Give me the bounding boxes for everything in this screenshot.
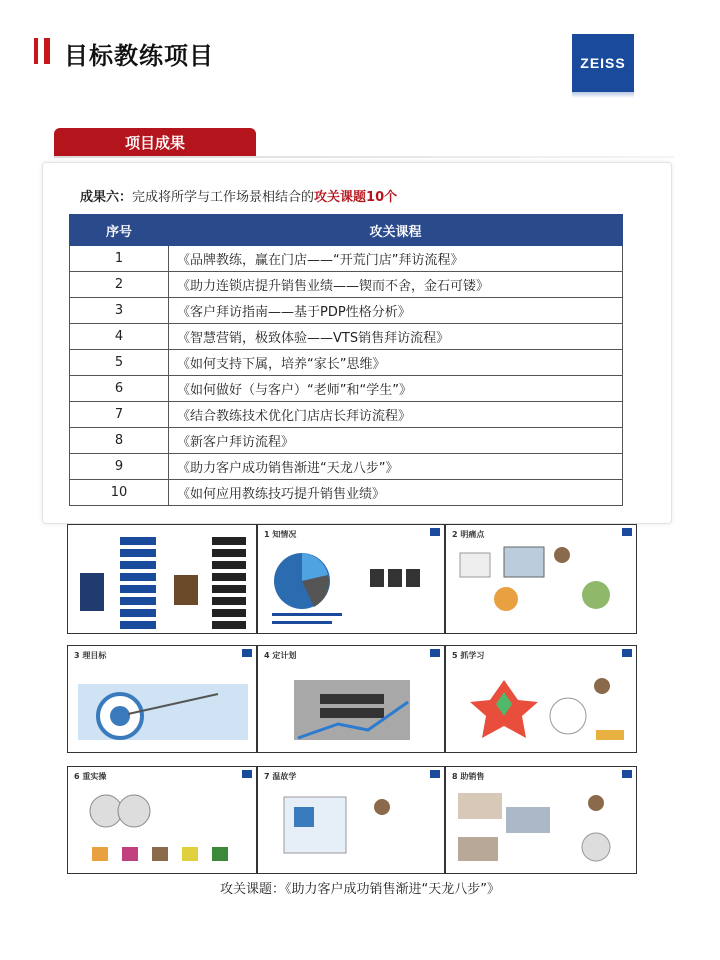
zeiss-mini-logo xyxy=(242,649,252,657)
slide-header: 3 理目标 xyxy=(74,651,107,660)
row-course: 《新客户拜访流程》 xyxy=(169,428,623,454)
header-index: 序号 xyxy=(70,215,169,246)
table-row xyxy=(70,298,623,324)
practice-illustration xyxy=(68,767,256,873)
header-course: 攻关课程 xyxy=(169,215,623,246)
zeiss-mini-logo xyxy=(430,649,440,657)
zeiss-mini-logo xyxy=(622,770,632,778)
slide-header: 7 温故学 xyxy=(264,772,297,781)
table-row xyxy=(70,272,623,298)
pain-point-illustration xyxy=(446,525,636,633)
row-course: 《如何应用教练技巧提升销售业绩》 xyxy=(169,480,623,506)
zeiss-logo: ZEISS xyxy=(572,34,634,92)
table-row xyxy=(70,350,623,376)
row-course: 《如何支持下属，培养“家长”思维》 xyxy=(169,350,623,376)
row-index: 1 xyxy=(70,246,169,272)
row-index: 2 xyxy=(70,272,169,298)
review-illustration xyxy=(258,767,444,873)
row-course: 《助力客户成功销售渐进“天龙八步”》 xyxy=(169,454,623,480)
slide-thumbnail[interactable] xyxy=(445,524,637,634)
row-index: 10 xyxy=(70,480,169,506)
result-prefix: 成果六： xyxy=(80,190,133,205)
table-row xyxy=(70,454,623,480)
result-highlight: 攻关课题10个 xyxy=(314,190,398,205)
row-index: 8 xyxy=(70,428,169,454)
slide-header: 5 抓学习 xyxy=(452,651,485,660)
slide-thumbnail[interactable] xyxy=(445,645,637,753)
title-accent-bar-2 xyxy=(44,38,50,64)
eight-steps-diagram xyxy=(68,525,256,633)
slide-thumbnail[interactable] xyxy=(67,766,257,874)
zeiss-mini-logo xyxy=(242,770,252,778)
slide-thumbnail[interactable] xyxy=(445,766,637,874)
courses-table xyxy=(69,214,623,506)
zeiss-mini-logo xyxy=(622,649,632,657)
slide-thumbnail[interactable] xyxy=(67,645,257,753)
slide-header: 4 定计划 xyxy=(264,651,297,660)
slide-header: 8 助销售 xyxy=(452,772,485,781)
row-index: 4 xyxy=(70,324,169,350)
row-course: 《结合教练技术优化门店店长拜访流程》 xyxy=(169,402,623,428)
row-index: 5 xyxy=(70,350,169,376)
result-text: 完成将所学与工作场景相结合的 xyxy=(132,190,315,205)
row-course: 《助力连锁店提升销售业绩——锲而不舍，金石可镂》 xyxy=(169,272,623,298)
table-row xyxy=(70,402,623,428)
table-row xyxy=(70,246,623,272)
row-index: 3 xyxy=(70,298,169,324)
row-course: 《客户拜访指南——基于PDP性格分析》 xyxy=(169,298,623,324)
slide-header: 6 重实操 xyxy=(74,772,107,781)
result-subtitle xyxy=(80,186,397,205)
section-tab: 项目成果 xyxy=(54,128,256,156)
target-illustration xyxy=(68,646,256,752)
table-row xyxy=(70,428,623,454)
slide-thumbnail[interactable] xyxy=(67,524,257,634)
slide-thumbnail[interactable] xyxy=(257,766,445,874)
row-index: 9 xyxy=(70,454,169,480)
page-title: 目标教练项目 xyxy=(64,42,214,70)
table-row xyxy=(70,376,623,402)
title-accent-bar xyxy=(34,38,38,64)
zeiss-mini-logo xyxy=(430,528,440,536)
table-row xyxy=(70,480,623,506)
slide-header: 2 明痛点 xyxy=(452,530,485,539)
row-course: 《品牌教练，赢在门店——“开荒门店”拜访流程》 xyxy=(169,246,623,272)
slide-header: 1 知情况 xyxy=(264,530,297,539)
learning-wheel-illustration xyxy=(446,646,636,752)
table-header-row xyxy=(70,215,623,246)
row-course: 《如何做好（与客户）“老师”和“学生”》 xyxy=(169,376,623,402)
slide-thumbnail[interactable] xyxy=(257,645,445,753)
section-divider xyxy=(54,156,674,158)
work-plans-illustration xyxy=(258,646,444,752)
row-course: 《智慧营销，极致体验——VTS销售拜访流程》 xyxy=(169,324,623,350)
pie-illustration xyxy=(258,525,444,633)
figure-caption: 攻关课题：《助力客户成功销售渐进“天龙八步”》 xyxy=(220,882,500,897)
row-index: 7 xyxy=(70,402,169,428)
row-index: 6 xyxy=(70,376,169,402)
table-row xyxy=(70,324,623,350)
zeiss-mini-logo xyxy=(622,528,632,536)
sales-support-illustration xyxy=(446,767,636,873)
slide-thumbnail[interactable] xyxy=(257,524,445,634)
zeiss-mini-logo xyxy=(430,770,440,778)
